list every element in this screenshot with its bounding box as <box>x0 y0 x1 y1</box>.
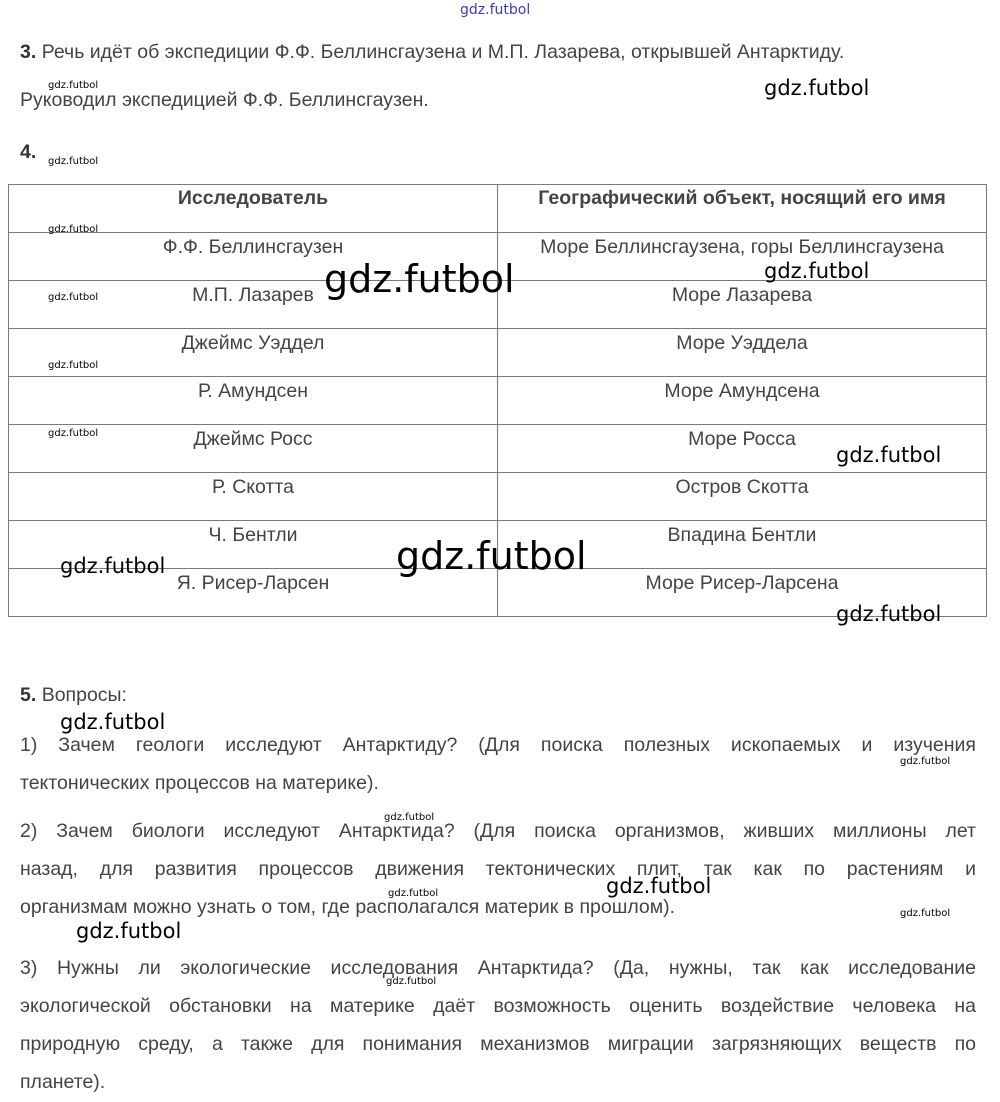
watermark-small: gdz.futbol <box>388 888 439 899</box>
table-row <box>9 377 987 425</box>
watermark-medium: gdz.futbol <box>764 259 870 283</box>
watermark-small: gdz.futbol <box>384 812 435 823</box>
question-1-line-1: 1) Зачем геологи исследуют Антарктиду? (Для поиска полезных ископаемых и изучения <box>20 734 976 756</box>
watermark-small: gdz.futbol <box>48 360 99 371</box>
header-object: Географический объект, носящий его имя <box>498 185 987 233</box>
watermark-small: gdz.futbol <box>900 908 951 919</box>
watermark-medium: gdz.futbol <box>60 554 166 578</box>
cell-explorer: Р. Скотта <box>9 473 498 521</box>
watermark-small: gdz.futbol <box>48 292 99 303</box>
watermark-large: gdz.futbol <box>396 534 587 578</box>
question-3-line-4: планете). <box>20 1071 106 1093</box>
cell-object: Море Беллинсгаузена, горы Беллинсгаузена <box>498 233 987 281</box>
cell-explorer: М.П. Лазарев <box>9 281 498 329</box>
section-4-number: 4. <box>20 141 37 163</box>
section-3-number: 3. <box>20 41 37 63</box>
section-5-number: 5. <box>20 684 37 706</box>
watermark-small: gdz.futbol <box>48 80 99 91</box>
watermark-medium: gdz.futbol <box>764 76 870 100</box>
watermark-small: gdz.futbol <box>900 756 951 767</box>
watermark-small: gdz.futbol <box>48 224 99 235</box>
question-2-line-2: назад, для развития процессов движения тектонических плит, так как по растениям и <box>20 858 976 880</box>
table-row <box>9 329 987 377</box>
cell-explorer: Джеймс Росс <box>9 425 498 473</box>
cell-explorer: Ч. Бентли <box>9 521 498 569</box>
cell-object: Впадина Бентли <box>498 521 987 569</box>
section-3-line-1 <box>20 40 844 64</box>
watermark-top: gdz.futbol <box>460 2 531 18</box>
header-explorer: Исследователь <box>9 185 498 233</box>
cell-explorer: Р. Амундсен <box>9 377 498 425</box>
cell-explorer: Я. Рисер-Ларсен <box>9 569 498 617</box>
cell-explorer: Ф.Ф. Беллинсгаузен <box>9 233 498 281</box>
watermark-medium: gdz.futbol <box>606 874 712 898</box>
cell-object: Остров Скотта <box>498 473 987 521</box>
cell-object: Море Лазарева <box>498 281 987 329</box>
cell-explorer: Джеймс Уэддел <box>9 329 498 377</box>
section-3-line-2: Руководил экспедицией Ф.Ф. Беллинсгаузен. <box>20 89 429 111</box>
watermark-medium: gdz.futbol <box>76 919 182 943</box>
question-3 <box>20 949 976 1101</box>
question-3-line-3: природную среду, а также для понимания механизмов миграции загрязняющих веществ по <box>20 1033 976 1055</box>
watermark-medium: gdz.futbol <box>836 602 942 626</box>
watermark-small: gdz.futbol <box>386 976 437 987</box>
question-3-line-1: 3) Нужны ли экологические исследования Антарктида? (Да, нужны, так как исследование <box>20 957 976 979</box>
watermark-medium: gdz.futbol <box>836 443 942 467</box>
question-3-line-2: экологической обстановки на материке даёт возможность оценить воздействие человека на <box>20 995 976 1017</box>
section-5-heading <box>20 683 127 707</box>
watermark-small: gdz.futbol <box>48 156 99 167</box>
watermark-small: gdz.futbol <box>48 428 99 439</box>
question-2-line-3: организмам можно узнать о том, где располагался материк в прошлом). <box>20 896 676 918</box>
table-row <box>9 473 987 521</box>
cell-object: Море Росса <box>498 425 987 473</box>
cell-object: Море Амундсена <box>498 377 987 425</box>
table-header-row <box>9 185 987 233</box>
cell-object: Море Рисер-Ларсена <box>498 569 987 617</box>
question-1 <box>20 726 976 802</box>
section-5-title: Вопросы: <box>41 684 127 706</box>
watermark-medium: gdz.futbol <box>60 710 166 734</box>
cell-object: Море Уэддела <box>498 329 987 377</box>
question-1-line-2: тектонических процессов на материке). <box>20 772 379 794</box>
question-2-line-1: 2) Зачем биологи исследуют Антарктида? (Для поиска организмов, живших миллионы лет <box>20 820 976 842</box>
section-3-text-1: Речь идёт об экспедиции Ф.Ф. Беллинсгаузена и М.П. Лазарева, открывшей Антарктиду. <box>41 41 845 63</box>
question-2 <box>20 812 976 926</box>
watermark-large: gdz.futbol <box>324 257 515 301</box>
